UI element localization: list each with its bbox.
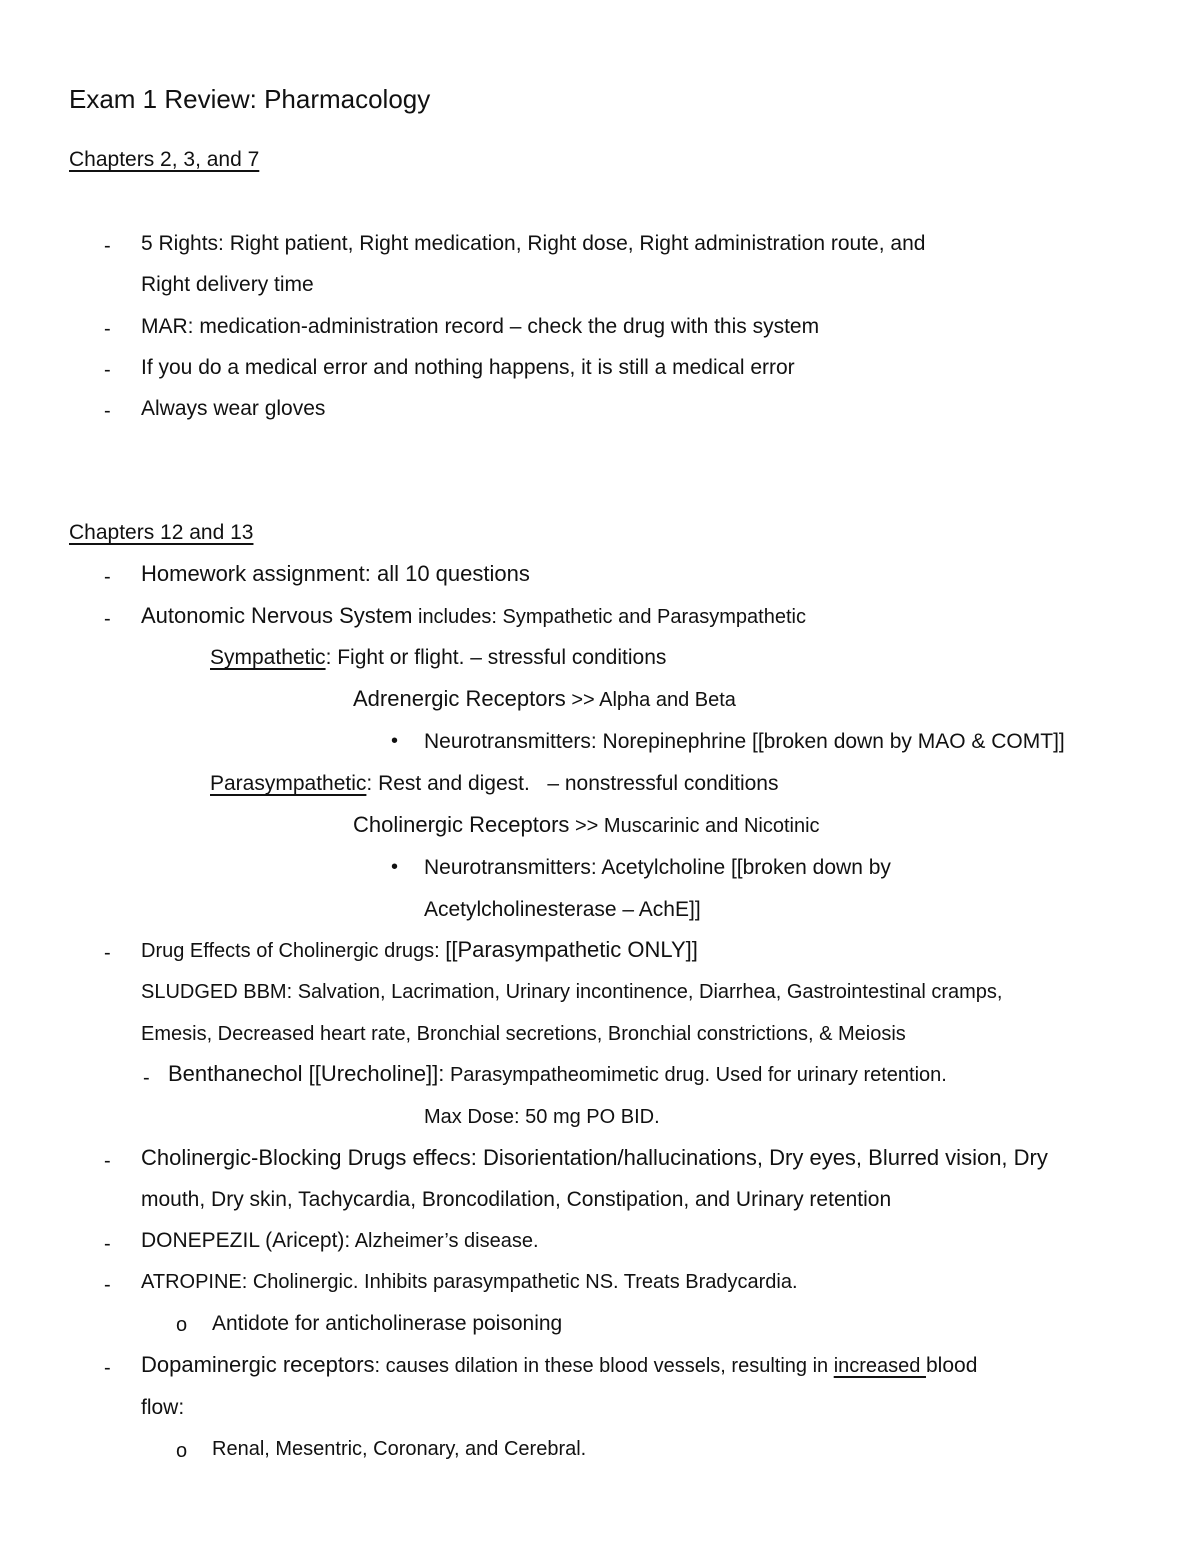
vessels-item: Renal, Mesentric, Coronary, and Cerebral.: [212, 1438, 587, 1460]
benthanechol-term: Benthanechol [[Urecholine]]:: [168, 1061, 445, 1086]
cholinergic-line: [353, 814, 820, 836]
adrenergic-term: Adrenergic Receptors: [353, 686, 566, 711]
donepezil-term: DONEPEZIL (Aricept):: [141, 1229, 351, 1252]
list-item-atropine: ATROPINE: Cholinergic. Inhibits parasympathetic NS. Treats Bradycardia.: [141, 1271, 798, 1293]
sub-bullet-o: o: [176, 1314, 188, 1336]
section-heading-chapters-12-13: Chapters 12 and 13: [69, 521, 254, 544]
list-item-ans: [141, 605, 806, 627]
antidote-item: Antidote for anticholinerase poisoning: [212, 1312, 563, 1335]
list-dash: -: [104, 400, 111, 422]
benthanechol-description: Parasympatheomimetic drug. Used for urinary retention.: [444, 1064, 947, 1086]
drug-effects-text: Drug Effects of Cholinergic drugs:: [141, 940, 446, 962]
neurotransmitters-sympathetic: Neurotransmitters: Norepinephrine [[broken down by MAO & COMT]]: [424, 730, 1065, 753]
sludged-line-1: SLUDGED BBM: Salvation, Lacrimation, Urinary incontinence, Diarrhea, Gastrointestinal cramps,: [141, 981, 1003, 1003]
list-dash: -: [104, 566, 111, 588]
bullet-dot: •: [391, 730, 399, 752]
list-dash: -: [104, 235, 111, 257]
ans-description: includes: Sympathetic and Parasympathetic: [412, 606, 806, 628]
list-item-dopaminergic: [141, 1354, 977, 1376]
list-item-5-rights: 5 Rights: Right patient, Right medication, Right dose, Right administration route, and: [141, 232, 926, 255]
list-dash: -: [104, 1274, 111, 1296]
list-dash: -: [104, 318, 111, 340]
dopaminergic-cont: flow:: [141, 1396, 185, 1419]
list-item-donepezil: [141, 1230, 539, 1251]
list-item-cholinergic-blocking: Cholinergic-Blocking Drugs effecs: Disorientation/hallucinations, Dry eyes, Blurred vision, Dry: [141, 1145, 1048, 1170]
dopaminergic-end: blood: [925, 1354, 978, 1377]
section-heading-chapters-2-3-7: Chapters 2, 3, and 7: [69, 148, 260, 171]
neurotransmitters-parasympathetic-cont: Acetylcholinesterase – AchE]]: [424, 898, 701, 921]
drug-effects-strong: [[Parasympathetic ONLY]]: [445, 937, 698, 962]
parasympathetic-description: : Rest and digest. – nonstressful conditions: [366, 772, 779, 795]
neurotransmitters-parasympathetic: Neurotransmitters: Acetylcholine [[broken down by: [424, 856, 891, 879]
page-title: Exam 1 Review: Pharmacology: [69, 84, 431, 114]
parasympathetic-label: Parasympathetic: [210, 772, 367, 795]
list-dash: -: [104, 608, 111, 630]
dopaminergic-term: Dopaminergic receptors: [141, 1352, 375, 1377]
benthanechol-line: [168, 1063, 947, 1085]
parasympathetic-line: [210, 773, 778, 794]
sympathetic-line: [210, 647, 666, 668]
list-dash: -: [104, 1150, 111, 1172]
dopaminergic-increased: increased: [833, 1355, 926, 1377]
ans-term: Autonomic Nervous System: [141, 603, 413, 628]
list-dash: -: [104, 942, 111, 964]
list-item-drug-effects: [141, 939, 698, 961]
list-item-medical-error: If you do a medical error and nothing happens, it is still a medical error: [141, 356, 795, 379]
cholinergic-term: Cholinergic Receptors: [353, 812, 570, 837]
list-item-mar: MAR: medication-administration record – check the drug with this system: [141, 315, 820, 338]
list-item-cholinergic-blocking-cont: mouth, Dry skin, Tachycardia, Broncodilation, Constipation, and Urinary retention: [141, 1188, 892, 1211]
small-dash: -: [143, 1067, 150, 1089]
list-item-gloves: Always wear gloves: [141, 397, 326, 420]
list-dash: -: [104, 1357, 111, 1379]
sympathetic-label: Sympathetic: [210, 646, 326, 669]
list-dash: -: [104, 359, 111, 381]
list-item-5-rights-cont: Right delivery time: [141, 273, 314, 296]
sympathetic-description: : Fight or flight. – stressful conditions: [325, 646, 667, 669]
adrenergic-line: [353, 688, 736, 710]
sub-bullet-o: o: [176, 1440, 188, 1462]
cholinergic-description: >> Muscarinic and Nicotinic: [569, 815, 820, 837]
donepezil-description: Alzheimer’s disease.: [350, 1230, 539, 1252]
list-dash: -: [104, 1233, 111, 1255]
bullet-dot: •: [391, 856, 399, 878]
adrenergic-description: >> Alpha and Beta: [565, 689, 736, 711]
dopaminergic-description: : causes dilation in these blood vessels, resulting in: [374, 1355, 834, 1377]
sludged-line-2: Emesis, Decreased heart rate, Bronchial secretions, Bronchial constrictions, & Meiosis: [141, 1023, 906, 1045]
max-dose: Max Dose: 50 mg PO BID.: [424, 1106, 660, 1128]
list-item-homework: Homework assignment: all 10 questions: [141, 561, 530, 586]
